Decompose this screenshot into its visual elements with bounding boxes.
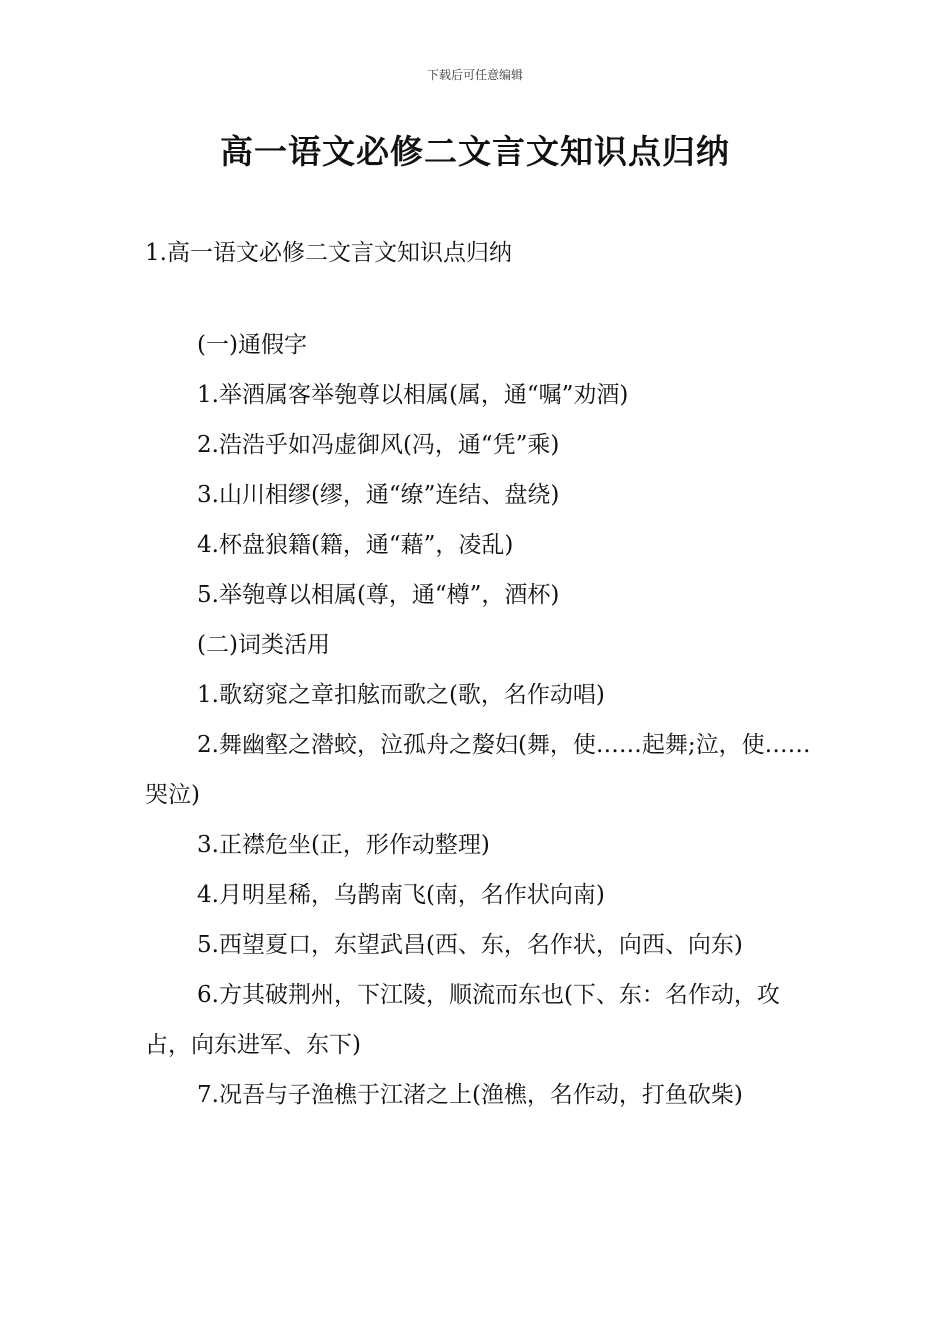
list-item: 5.西望夏口，东望武昌(西、东，名作状，向西、向东): [197, 932, 743, 958]
section-heading: 1.高一语文必修二文言文知识点归纳: [145, 240, 512, 266]
list-item: 7.况吾与子渔樵于江渚之上(渔樵，名作动，打鱼砍柴): [197, 1082, 743, 1108]
list-item: 2.浩浩乎如冯虚御风(冯，通“凭”乘): [197, 432, 560, 458]
header-note: 下载后可任意编辑: [426, 68, 523, 82]
list-item: 4.月明星稀，乌鹊南飞(南，名作状向南): [197, 882, 605, 908]
spacer: [145, 278, 820, 320]
part-heading-cileihuoyong: (二)词类活用: [197, 632, 330, 658]
list-item: 5.举匏尊以相属(尊，通“樽”，酒杯): [197, 582, 560, 608]
list-item: 3.山川相缪(缪，通“缭”连结、盘绕): [197, 482, 560, 508]
document-body: [145, 228, 820, 1120]
document-title: 高一语文必修二文言文知识点归纳: [220, 132, 730, 171]
part-heading-tongjiazi: (一)通假字: [197, 332, 307, 358]
list-item: 6.方其破荆州，下江陵，顺流而东也(下、东：名作动，攻占，向东进军、东下): [145, 982, 780, 1058]
list-item: 2.舞幽壑之潜蛟，泣孤舟之嫠妇(舞，使……起舞;泣，使……哭泣): [145, 732, 811, 808]
list-item: 3.正襟危坐(正，形作动整理): [197, 832, 490, 858]
list-item: 4.杯盘狼籍(籍，通“藉”，凌乱): [197, 532, 514, 558]
list-item: 1.歌窈窕之章扣舷而歌之(歌，名作动唱): [197, 682, 605, 708]
list-item: 1.举酒属客举匏尊以相属(属，通“嘱”劝酒): [197, 382, 629, 408]
